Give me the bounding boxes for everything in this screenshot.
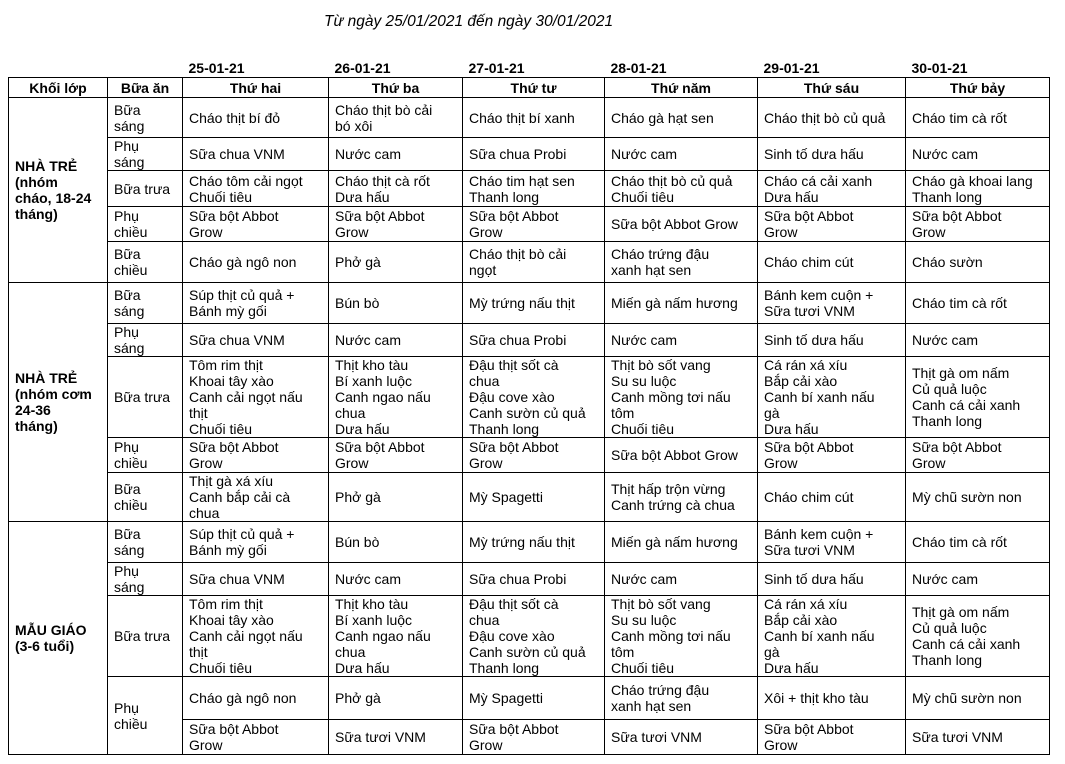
meal-cell: Phụ sáng <box>108 138 183 171</box>
meal-cell: Bữa sáng <box>108 283 183 324</box>
dish-cell: Cháo thịt bò cải ngọt <box>463 242 605 283</box>
dish-cell: Nước cam <box>329 563 463 596</box>
dish-cell: Thịt gà xá xíu Canh bắp cải cà chua <box>183 473 329 522</box>
dish-cell: Sữa tươi VNM <box>329 720 463 755</box>
dish-cell: Thịt hấp trộn vừng Canh trứng cà chua <box>605 473 758 522</box>
header-row <box>9 78 1050 98</box>
dish-cell: Thịt kho tàu Bí xanh luộc Canh ngao nấu chua Dưa hấu <box>329 596 463 677</box>
dish-cell: Súp thịt củ quả + Bánh mỳ gối <box>183 283 329 324</box>
dish-cell: Cháo thịt bò củ quả <box>758 98 906 138</box>
meal-cell: Bữa trưa <box>108 171 183 207</box>
dish-cell: Sữa bột Abbot Grow <box>183 720 329 755</box>
dish-cell: Sữa bột Abbot Grow <box>758 720 906 755</box>
menu-row <box>9 283 1050 324</box>
menu-row <box>9 242 1050 283</box>
dish-cell: Mỳ trứng nấu thịt <box>463 522 605 563</box>
dish-cell: Sữa tươi VNM <box>906 720 1050 755</box>
day-header: Thứ sáu <box>758 78 906 98</box>
dish-cell: Mỳ chũ sườn non <box>906 677 1050 720</box>
meal-cell: Bữa chiều <box>108 473 183 522</box>
dish-cell: Cháo thịt bò củ quả Chuối tiêu <box>605 171 758 207</box>
meal-cell: Phụ sáng <box>108 324 183 357</box>
menu-row <box>9 677 1050 720</box>
dish-cell: Sữa bột Abbot Grow <box>605 207 758 242</box>
dish-cell: Tôm rim thịt Khoai tây xào Canh cải ngọt nấu thịt Chuối tiêu <box>183 357 329 438</box>
dish-cell: Cháo gà ngô non <box>183 677 329 720</box>
meal-cell: Bữa sáng <box>108 522 183 563</box>
grade-group-cell: NHÀ TRẺ (nhóm cháo, 18-24 tháng) <box>9 98 108 283</box>
dish-cell: Nước cam <box>906 324 1050 357</box>
day-header: Thứ năm <box>605 78 758 98</box>
dish-cell: Sữa bột Abbot Grow <box>605 438 758 473</box>
menu-row <box>9 324 1050 357</box>
dish-cell: Nước cam <box>605 324 758 357</box>
dish-cell: Bánh kem cuộn + Sữa tươi VNM <box>758 283 906 324</box>
dish-cell: Nước cam <box>329 324 463 357</box>
dish-cell: Cháo gà ngô non <box>183 242 329 283</box>
dish-cell: Sữa chua VNM <box>183 138 329 171</box>
menu-table <box>8 57 1050 755</box>
dish-cell: Sữa bột Abbot Grow <box>463 438 605 473</box>
dish-cell: Mỳ Spagetti <box>463 473 605 522</box>
dish-cell: Sinh tố dưa hấu <box>758 138 906 171</box>
dish-cell: Cháo cá cải xanh Dưa hấu <box>758 171 906 207</box>
date-cell: 27-01-21 <box>468 60 525 76</box>
menu-row <box>9 563 1050 596</box>
dish-cell: Cá rán xá xíu Bắp cải xào Canh bí xanh nấu gà Dưa hấu <box>758 596 906 677</box>
dish-cell: Cháo sườn <box>906 242 1050 283</box>
date-cell: 30-01-21 <box>911 60 968 76</box>
dish-cell: Thịt gà om nấm Củ quả luộc Canh cá cải xanh Thanh long <box>906 357 1050 438</box>
dish-cell: Thịt bò sốt vang Su su luộc Canh mồng tơi nấu tôm Chuối tiêu <box>605 596 758 677</box>
dish-cell: Sữa bột Abbot Grow <box>758 438 906 473</box>
meal-cell: Phụ chiều <box>108 438 183 473</box>
date-cell: 26-01-21 <box>334 60 391 76</box>
dish-cell: Thịt gà om nấm Củ quả luộc Canh cá cải xanh Thanh long <box>906 596 1050 677</box>
dish-cell: Sữa bột Abbot Grow <box>463 720 605 755</box>
dish-cell: Cháo tim cà rốt <box>906 98 1050 138</box>
dish-cell: Cháo tôm cải ngọt Chuối tiêu <box>183 171 329 207</box>
dish-cell: Sữa bột Abbot Grow <box>463 207 605 242</box>
dish-cell: Nước cam <box>605 563 758 596</box>
dish-cell: Cháo tim cà rốt <box>906 522 1050 563</box>
dish-cell: Sữa bột Abbot Grow <box>758 207 906 242</box>
dish-cell: Cháo thịt bí đỏ <box>183 98 329 138</box>
dish-cell: Cháo gà hạt sen <box>605 98 758 138</box>
menu-row <box>9 438 1050 473</box>
dish-cell: Tôm rim thịt Khoai tây xào Canh cải ngọt nấu thịt Chuối tiêu <box>183 596 329 677</box>
dish-cell: Cháo tim cà rốt <box>906 283 1050 324</box>
menu-row <box>9 98 1050 138</box>
dish-cell: Cháo tim hạt sen Thanh long <box>463 171 605 207</box>
grade-header: Khối lớp <box>9 78 108 98</box>
dish-cell: Phở gà <box>329 677 463 720</box>
dish-cell: Phở gà <box>329 473 463 522</box>
dish-cell: Đậu thịt sốt cà chua Đậu cove xào Canh sườn củ quả Thanh long <box>463 596 605 677</box>
date-row <box>9 57 1050 78</box>
dish-cell: Thịt kho tàu Bí xanh luộc Canh ngao nấu chua Dưa hấu <box>329 357 463 438</box>
dish-cell: Sữa chua Probi <box>463 138 605 171</box>
dish-cell: Súp thịt củ quả + Bánh mỳ gối <box>183 522 329 563</box>
dish-cell: Cháo thịt bò cải bó xôi <box>329 98 463 138</box>
dish-cell: Cháo trứng đậu xanh hạt sen <box>605 242 758 283</box>
meal-cell: Bữa sáng <box>108 98 183 138</box>
dish-cell: Đậu thịt sốt cà chua Đậu cove xào Canh sườn củ quả Thanh long <box>463 357 605 438</box>
day-header: Thứ tư <box>463 78 605 98</box>
grade-group-cell: MẪU GIÁO (3-6 tuổi) <box>9 522 108 755</box>
dish-cell: Mỳ trứng nấu thịt <box>463 283 605 324</box>
dish-cell: Bún bò <box>329 283 463 324</box>
meal-cell: Bữa chiều <box>108 242 183 283</box>
dish-cell: Nước cam <box>906 563 1050 596</box>
date-cell: 25-01-21 <box>188 60 245 76</box>
dish-cell: Bánh kem cuộn + Sữa tươi VNM <box>758 522 906 563</box>
dish-cell: Sữa chua Probi <box>463 324 605 357</box>
dish-cell: Sữa bột Abbot Grow <box>906 438 1050 473</box>
page-title: Từ ngày 25/01/2021 đến ngày 30/01/2021 <box>324 13 614 30</box>
dish-cell: Sữa bột Abbot Grow <box>183 207 329 242</box>
meal-cell: Phụ chiều <box>108 207 183 242</box>
dish-cell: Xôi + thịt kho tàu <box>758 677 906 720</box>
day-header: Thứ hai <box>183 78 329 98</box>
dish-cell: Cháo thịt bí xanh <box>463 98 605 138</box>
dish-cell: Cháo gà khoai lang Thanh long <box>906 171 1050 207</box>
meal-cell: Phụ chiều <box>108 677 183 755</box>
day-header: Thứ bảy <box>906 78 1050 98</box>
menu-row <box>9 171 1050 207</box>
dish-cell: Sữa bột Abbot Grow <box>183 438 329 473</box>
dish-cell: Sinh tố dưa hấu <box>758 563 906 596</box>
dish-cell: Bún bò <box>329 522 463 563</box>
dish-cell: Sữa tươi VNM <box>605 720 758 755</box>
dish-cell: Mỳ Spagetti <box>463 677 605 720</box>
dish-cell: Sữa chua VNM <box>183 563 329 596</box>
dish-cell: Cháo chim cút <box>758 242 906 283</box>
dish-cell: Sinh tố dưa hấu <box>758 324 906 357</box>
grade-group-cell: NHÀ TRẺ (nhóm cơm 24-36 tháng) <box>9 283 108 522</box>
dish-cell: Cá rán xá xíu Bắp cải xào Canh bí xanh nấu gà Dưa hấu <box>758 357 906 438</box>
meal-cell: Bữa trưa <box>108 357 183 438</box>
dish-cell: Sữa bột Abbot Grow <box>329 207 463 242</box>
menu-row <box>9 473 1050 522</box>
meal-cell: Bữa trưa <box>108 596 183 677</box>
dish-cell: Mỳ chũ sườn non <box>906 473 1050 522</box>
dish-cell: Sữa chua VNM <box>183 324 329 357</box>
dish-cell: Sữa bột Abbot Grow <box>329 438 463 473</box>
menu-row <box>9 357 1050 438</box>
menu-row <box>9 596 1050 677</box>
day-header: Thứ ba <box>329 78 463 98</box>
dish-cell: Miến gà nấm hương <box>605 283 758 324</box>
date-cell: 28-01-21 <box>610 60 667 76</box>
meal-cell: Phụ sáng <box>108 563 183 596</box>
meal-header: Bữa ăn <box>108 78 183 98</box>
dish-cell: Cháo trứng đậu xanh hạt sen <box>605 677 758 720</box>
dish-cell: Nước cam <box>605 138 758 171</box>
dish-cell: Nước cam <box>906 138 1050 171</box>
dish-cell: Miến gà nấm hương <box>605 522 758 563</box>
dish-cell: Nước cam <box>329 138 463 171</box>
date-cell: 29-01-21 <box>763 60 820 76</box>
dish-cell: Cháo chim cút <box>758 473 906 522</box>
dish-cell: Phở gà <box>329 242 463 283</box>
dish-cell: Sữa chua Probi <box>463 563 605 596</box>
menu-row <box>9 522 1050 563</box>
dish-cell: Sữa bột Abbot Grow <box>906 207 1050 242</box>
menu-row <box>9 138 1050 171</box>
dish-cell: Thịt bò sốt vang Su su luộc Canh mồng tơi nấu tôm Chuối tiêu <box>605 357 758 438</box>
menu-row <box>9 207 1050 242</box>
dish-cell: Cháo thịt cà rốt Dưa hấu <box>329 171 463 207</box>
